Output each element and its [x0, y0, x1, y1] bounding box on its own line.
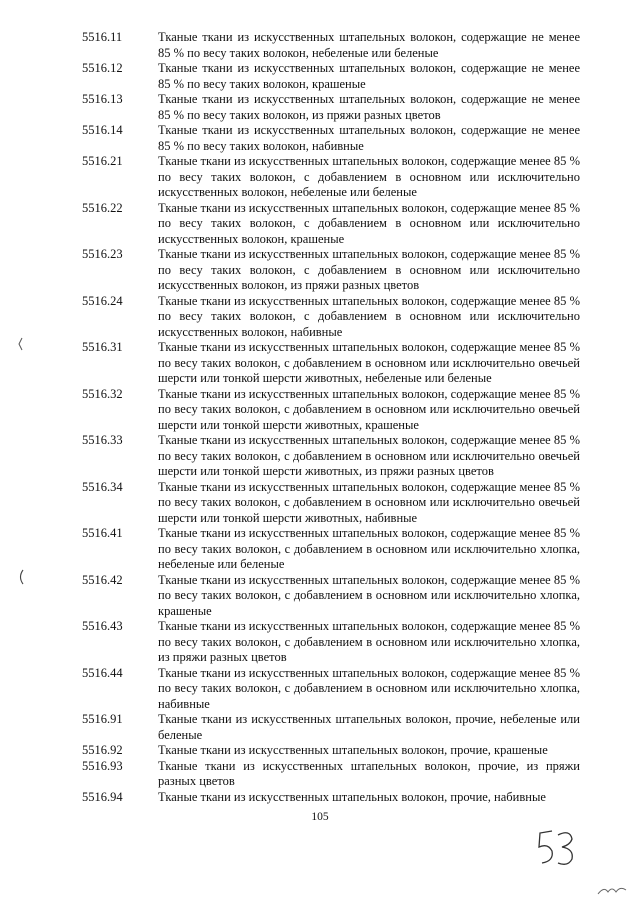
tariff-code: 5516.24 [82, 293, 123, 308]
tariff-entry [0, 712, 640, 743]
tariff-description: Тканые ткани из искусственных штапельных волокон, содержащие менее 85 % по весу таких волокон, с добавлением в основном или исключительно овечьей шерсти или тонкой шерсти животных, из пряжи разных цветов [158, 433, 580, 478]
tariff-entry [0, 666, 640, 713]
tariff-description: Тканые ткани из искусственных штапельных волокон, содержащие не менее 85 % по весу таких волокон, крашеные [158, 61, 580, 91]
tariff-code: 5516.21 [82, 154, 123, 168]
tariff-description: Тканые ткани из искусственных штапельных волокон, содержащие менее 85 % по весу таких волокон, с добавлением в основном или исключительно искусственных волокон, из пряжи разных цветов [158, 247, 580, 292]
tariff-description: Тканые ткани из искусственных штапельных волокон, содержащие не менее 85 % по весу таких волокон, из пряжи разных цветов [158, 92, 580, 122]
tariff-code: 5516.42 [82, 572, 123, 587]
tariff-description: Тканые ткани из искусственных штапельных волокон, прочие, небеленые или беленые [158, 712, 580, 742]
tariff-description: Тканые ткани из искусственных штапельных волокон, прочие, крашеные [158, 743, 548, 757]
tariff-description: Тканые ткани из искусственных штапельных волокон, содержащие менее 85 % по весу таких волокон, с добавлением в основном или исключительно овечьей шерсти или тонкой шерсти животных, набивные [158, 479, 580, 525]
tariff-code: 5516.41 [82, 526, 123, 540]
margin-mark-upper [16, 336, 26, 352]
tariff-code: 5516.34 [82, 479, 123, 494]
tariff-code: 5516.44 [82, 665, 123, 680]
tariff-entry [0, 573, 640, 620]
tariff-entry [0, 201, 640, 248]
tariff-description: Тканые ткани из искусственных штапельных волокон, содержащие менее 85 % по весу таких волокон, с добавлением в основном или исключительно хлопка, набивные [158, 665, 580, 711]
page-number: 105 [311, 811, 329, 823]
tariff-code: 5516.22 [82, 200, 123, 215]
entry-list [0, 30, 640, 805]
tariff-code: 5516.13 [82, 92, 123, 106]
tariff-code: 5516.92 [82, 743, 123, 757]
tariff-description: Тканые ткани из искусственных штапельных волокон, содержащие менее 85 % по весу таких волокон, с добавлением в основном или исключительно искусственных волокон, набивные [158, 293, 580, 339]
handwritten-annotation [530, 825, 590, 875]
tariff-entry [0, 790, 640, 806]
tariff-description: Тканые ткани из искусственных штапельных волокон, содержащие менее 85 % по весу таких волокон, с добавлением в основном или исключительно искусственных волокон, небеленые или беленые [158, 154, 580, 199]
tariff-code: 5516.33 [82, 433, 123, 447]
tariff-code: 5516.32 [82, 386, 123, 401]
corner-scribble [596, 878, 636, 898]
tariff-code: 5516.23 [82, 247, 123, 261]
tariff-entry [0, 759, 640, 790]
tariff-entry [0, 61, 640, 92]
tariff-entry [0, 480, 640, 527]
tariff-entry [0, 619, 640, 666]
tariff-entry [0, 387, 640, 434]
tariff-entry [0, 154, 640, 201]
tariff-code: 5516.31 [82, 340, 123, 354]
tariff-description: Тканые ткани из искусственных штапельных волокон, содержащие менее 85 % по весу таких волокон, с добавлением в основном или исключительно хлопка, небеленые или беленые [158, 526, 580, 571]
tariff-entry [0, 743, 640, 759]
tariff-entry [0, 526, 640, 573]
tariff-entry [0, 294, 640, 341]
tariff-code: 5516.93 [82, 758, 123, 773]
tariff-description: Тканые ткани из искусственных штапельных волокон, содержащие менее 85 % по весу таких волокон, с добавлением в основном или исключительно хлопка, из пряжи разных цветов [158, 619, 580, 664]
tariff-code: 5516.12 [82, 61, 123, 75]
tariff-entry [0, 340, 640, 387]
tariff-entry [0, 433, 640, 480]
tariff-code: 5516.11 [82, 30, 123, 44]
tariff-entry [0, 92, 640, 123]
tariff-description: Тканые ткани из искусственных штапельных волокон, прочие, из пряжи разных цветов [158, 758, 580, 788]
tariff-description: Тканые ткани из искусственных штапельных волокон, прочие, набивные [158, 789, 546, 804]
margin-mark-lower [16, 568, 26, 586]
tariff-code: 5516.91 [82, 712, 123, 726]
tariff-description: Тканые ткани из искусственных штапельных волокон, содержащие менее 85 % по весу таких волокон, с добавлением в основном или исключительно искусственных волокон, крашеные [158, 200, 580, 246]
tariff-description: Тканые ткани из искусственных штапельных волокон, содержащие менее 85 % по весу таких волокон, с добавлением в основном или исключительно овечьей шерсти или тонкой шерсти животных, крашеные [158, 386, 580, 432]
tariff-entry [0, 123, 640, 154]
tariff-code: 5516.94 [82, 789, 123, 804]
tariff-description: Тканые ткани из искусственных штапельных волокон, содержащие не менее 85 % по весу таких волокон, набивные [158, 123, 580, 153]
tariff-code: 5516.14 [82, 123, 123, 137]
tariff-entry [0, 30, 640, 61]
tariff-description: Тканые ткани из искусственных штапельных волокон, содержащие менее 85 % по весу таких волокон, с добавлением в основном или исключительно хлопка, крашеные [158, 572, 580, 618]
tariff-entry [0, 247, 640, 294]
tariff-description: Тканые ткани из искусственных штапельных волокон, содержащие не менее 85 % по весу таких волокон, небеленые или беленые [158, 30, 580, 60]
tariff-description: Тканые ткани из искусственных штапельных волокон, содержащие менее 85 % по весу таких волокон, с добавлением в основном или исключительно овечьей шерсти или тонкой шерсти животных, небеленые или беленые [158, 340, 580, 385]
tariff-code: 5516.43 [82, 619, 123, 633]
